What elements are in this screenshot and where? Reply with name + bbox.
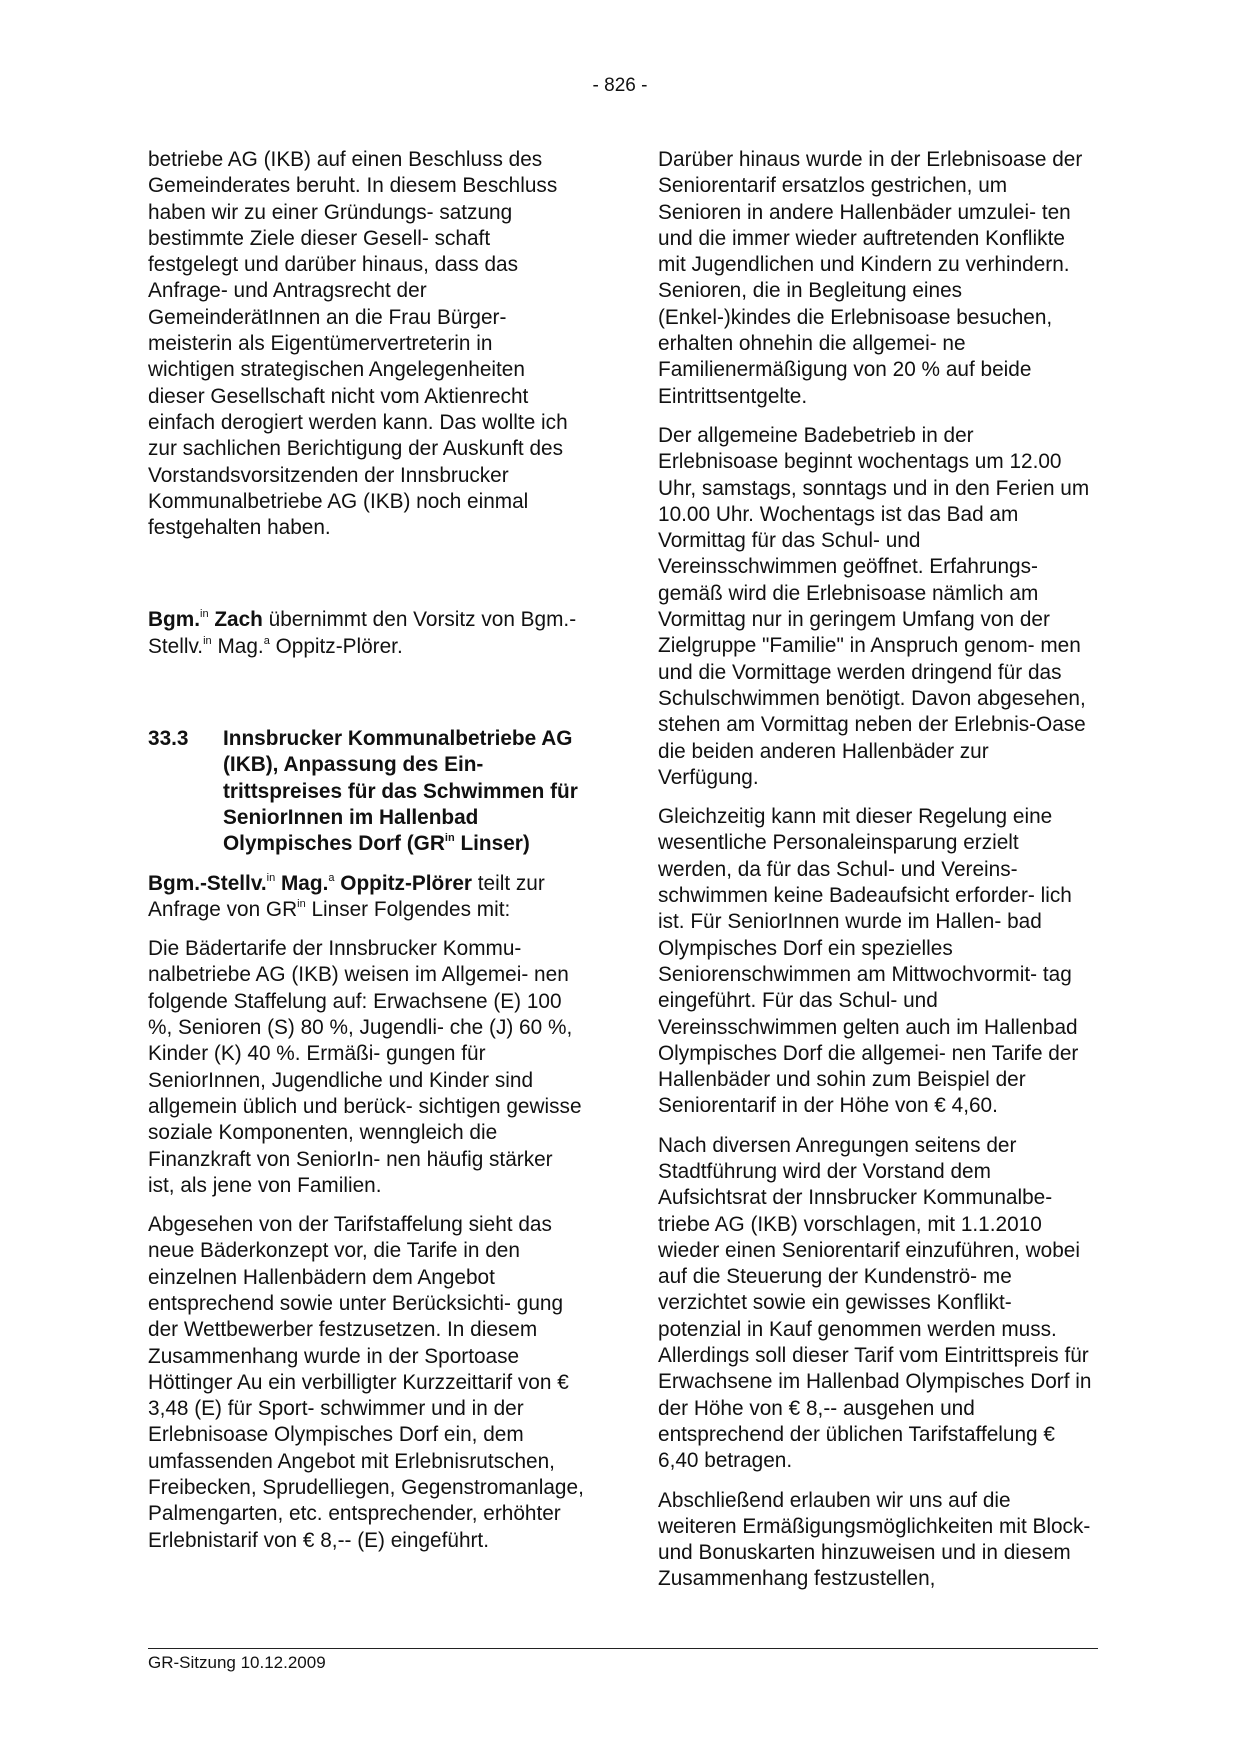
paragraph-anregungen: Nach diversen Anregungen seitens der Stadtführung wird der Vorstand dem Aufsichtsrat der Innsbrucker Kommunalbe- triebe AG (IKB) vorschlagen, mit 1.1.2010 wieder einen Seniorentarif einzuführen, wobei auf die Steuerung der Kundenströ- me verzichtet sowie ein gewisses Konflikt- potenzial in Kauf genommen werden muss. Allerdings soll dieser Tarif vom Eintrittspreis für Erwachsene im Hallenbad Olympisches Dorf in der Höhe von € 8,-- ausgehen und entsprechend der üblichen Tarifstaffelung € 6,40 betragen. bbox=[658, 1133, 1092, 1473]
page-number: - 826 - bbox=[592, 75, 648, 96]
paragraph-tarifstaffelung: Abgesehen von der Tarifstaffelung sieht das neue Bäderkonzept vor, die Tarife in den einzelnen Hallenbädern dem Angebot entsprechend sowie unter Berücksichti- gung der Wettbewerber festzusetzen. In diesem Zusammenhang wurde in der Sportoase Höttinger Au ein verbilligter Kurzzeittarif von € 3,48 (E) für Sport- schwimmer und in der Erlebnisoase Olympisches Dorf ein, dem umfassenden Angebot mit Erlebnisrutschen, Freibecken, Sprudelliegen, Gegenstromanlage, Palmengarten, etc. entsprechender, erhöhter Erlebnistarif von € 8,-- (E) eingeführt. bbox=[148, 1213, 584, 1552]
paragraph-personaleinsparung: Gleichzeitig kann mit dieser Regelung eine wesentliche Personaleinsparung erzielt werden, da für das Schul- und Vereins- schwimmen keine Badeaufsicht erforder- lich ist. Für SeniorInnen wurde im Hallen- bad Olympisches Dorf ein spezielles Seniorenschwimmen am Mittwochvormit- tag eingeführt. Für das Schul- und Vereinsschwimmen gelten auch im Hallenbad Olympisches Dorf die allgemei- nen Tarife der Hallenbäder und sohin zum Beispiel der Seniorentarif in der Höhe von € 4,60. bbox=[658, 805, 1079, 1118]
superscript: in bbox=[200, 608, 209, 621]
superscript: in bbox=[444, 832, 455, 845]
speaker-title: Bgm.-Stellv. bbox=[148, 871, 267, 895]
superscript: in bbox=[266, 871, 276, 884]
text-run: Mag. bbox=[217, 634, 264, 658]
text-run: Oppitz-Plörer. bbox=[275, 634, 403, 658]
speaker-title: Mag. bbox=[280, 871, 329, 895]
footer-session-date: GR-Sitzung 10.12.2009 bbox=[148, 1653, 326, 1672]
paragraph-badebetrieb: Der allgemeine Badebetrieb in der Erlebnisoase beginnt wochentags um 12.00 Uhr, samstags, sonntags und in den Ferien um 10.00 Uhr. Wochentags ist das Bad am Vormittag für das Schul- und Vereinsschwimmen geöffnet. Erfahrungs- gemäß wird die Erlebnisoase nämlich am Vormittag nur in geringem Umfang von der Zielgruppe "Familie" in Anspruch genom- men und die Vormittage werden dringend für das Schulschwimmen benötigt. Davon abgesehen, stehen am Vormittag neben der Erlebnis-Oase die beiden anderen Hallenbäder zur Verfügung. bbox=[658, 423, 1090, 789]
paragraph-seniorentarif-gestrichen: Darüber hinaus wurde in der Erlebnisoase der Seniorentarif ersatzlos gestrichen, um Senioren in andere Hallenbäder umzulei- ten und die immer wieder auftretenden Konflikte mit Jugendlichen und Kindern zu verhindern. Senioren, die in Begleitung eines (Enkel-)kindes die Erlebnisoase besuchen, erhalten ohnehin die allgemei- ne Familienermäßigung von 20 % auf beide Eintrittsentgelte. bbox=[658, 148, 1083, 408]
text-run: übernimmt den Vorsitz von Bgm.-Stellv. bbox=[148, 608, 577, 658]
speaker-title: Bgm. bbox=[148, 608, 200, 632]
paragraph-speaker-intro bbox=[148, 871, 584, 924]
speaker-name: Oppitz-Plörer bbox=[340, 871, 472, 895]
spacer bbox=[148, 673, 584, 726]
section-heading bbox=[148, 726, 584, 857]
superscript: in bbox=[203, 634, 212, 647]
text-run: Innsbrucker Kommunalbetriebe AG (IKB), Anpassung des Ein- trittspreises für das Schwimmen für SeniorInnen im Hallenbad Olympisches Dorf (GR bbox=[223, 727, 578, 856]
paragraph-ikb-beschluss: betriebe AG (IKB) auf einen Beschluss des Gemeinderates beruht. In diesem Beschluss haben wir zu einer Gründungs- satzung bestimmte Ziele dieser Gesell- schaft festgelegt und darüber hinaus, dass das Anfrage- und Antragsrecht der GemeinderätInnen an die Frau Bürger- meisterin als Eigentümervertreterin in wichtigen strategischen Angelegenheiten dieser Gesellschaft nicht vom Aktienrecht einfach derogiert werden kann. Das wollte ich zur sachlichen Berichtigung der Auskunft des Vorstandsvorsitzenden der Innsbrucker Kommunalbetriebe AG (IKB) noch einmal festgehalten haben. bbox=[148, 148, 568, 540]
superscript: a bbox=[263, 634, 270, 647]
left-column bbox=[148, 147, 584, 1567]
paragraph-baedertarife: Die Bädertarife der Innsbrucker Kommu- nalbetriebe AG (IKB) weisen im Allgemei- nen folgende Staffelung auf: Erwachsene (E) 100 %, Senioren (S) 80 %, Jugendli- che (J) 60 %, Kinder (K) 40 %. Ermäßi- gungen für SeniorInnen, Jugendliche und Kinder sind allgemein üblich und berück- sichtigen gewisse soziale Komponenten, wenngleich die Finanzkraft von SeniorIn- nen häufig stärker ist, als jene von Familien. bbox=[148, 937, 582, 1197]
paragraph-vorsitz bbox=[148, 607, 584, 660]
section-number: 33.3 bbox=[148, 727, 189, 751]
superscript: in bbox=[297, 897, 306, 910]
section-title bbox=[223, 726, 584, 857]
speaker-name: Zach bbox=[214, 608, 263, 632]
spacer bbox=[148, 554, 584, 607]
text-run: Linser Folgendes mit: bbox=[311, 897, 511, 921]
paragraph-abschliessend: Abschließend erlauben wir uns auf die weiteren Ermäßigungsmöglichkeiten mit Block- und Bonuskarten hinzuweisen und in diesem Zusammenhang festzustellen, bbox=[658, 1488, 1091, 1591]
text-run: Linser) bbox=[460, 832, 530, 856]
right-column bbox=[658, 147, 1094, 1606]
text-run: teilt zur Anfrage von GR bbox=[148, 871, 545, 921]
superscript: a bbox=[328, 871, 335, 884]
footer-divider bbox=[148, 1648, 1098, 1649]
